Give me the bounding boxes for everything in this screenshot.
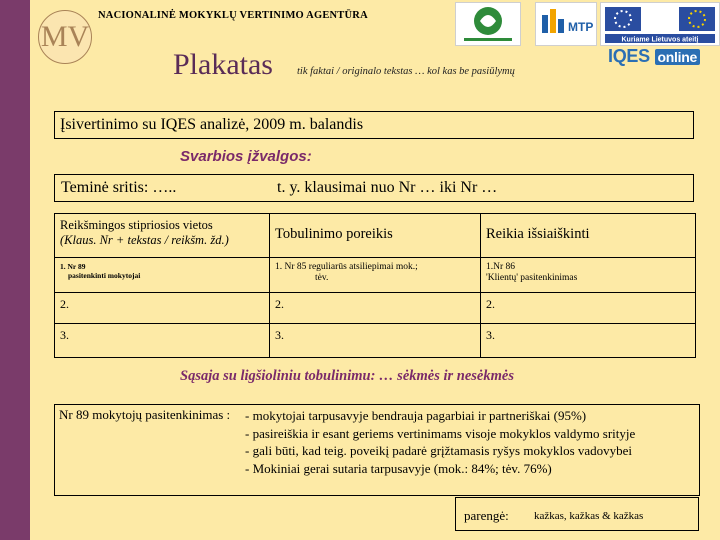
partner-logo-eu <box>600 2 720 46</box>
cell-clarify-3: 3. <box>481 324 696 358</box>
cell-improvement-1-line1: 1. Nr 85 reguliarūs atsiliepimai mok.; <box>275 262 418 272</box>
satisfaction-box <box>54 404 700 496</box>
iqes-brand: IQES <box>608 46 650 66</box>
cell-strength-1-number: 1. Nr 89 <box>60 262 86 271</box>
cell-clarify-1-line1: 1.Nr 86 <box>486 262 516 272</box>
table-row <box>55 293 696 324</box>
cell-strength-1-text: pasitenkinti mokytojai <box>68 271 141 280</box>
theme-label: Teminė sritis: ….. <box>61 179 177 196</box>
table-row <box>55 324 696 358</box>
table-header-row <box>55 214 696 258</box>
evaluation-text: Įsivertinimo su IQES analizė, 2009 m. balandis <box>60 116 364 133</box>
prepared-by-label: parengė: <box>464 508 509 523</box>
partner-logo-mtp <box>535 2 597 46</box>
agency-name: NACIONALINĖ MOKYKLŲ VERTINIMO AGENTŪRA <box>98 10 368 21</box>
cell-strength-2: 2. <box>55 293 270 324</box>
header-clarify: Reikia išsiaiškinti <box>481 214 696 258</box>
iqes-online-label: online <box>655 49 700 65</box>
satisfaction-item: - gali būti, kad teig. poveikį padarė grįžtamasis ryšys mokyklos vadovybei <box>245 443 633 458</box>
cell-strength-3: 3. <box>55 324 270 358</box>
theme-questions: t. y. klausimai nuo Nr … iki Nr … <box>277 179 498 196</box>
header-strengths-note: (Klaus. Nr + tekstas / reikšm. žd.) <box>60 233 229 247</box>
satisfaction-list <box>245 407 635 477</box>
header-strengths <box>55 214 270 258</box>
satisfaction-label: Nr 89 mokytojų pasitenkinimas : <box>59 407 231 422</box>
partner-logo-green <box>455 2 521 46</box>
cell-strength-1 <box>55 258 270 293</box>
mtp-logo-icon <box>536 3 596 45</box>
insights-heading: Svarbios įžvalgos: <box>180 148 312 165</box>
satisfaction-item: - Mokiniai gerai sutaria tarpusavyje (mok.: 84%; tėv. 76%) <box>245 460 552 476</box>
poster-subtitle: tik faktai / originalo tekstas … kol kas be pasiūlymų <box>297 66 515 77</box>
link-heading: Sąsaja su ligšioliniu tobulinimu: … sėkmės ir nesėkmės <box>180 368 514 384</box>
satisfaction-item: - pasireiškia ir esant geriems vertinimams visoje mokyklos valdymo srityje <box>245 425 636 441</box>
cell-improvement-3: 3. <box>270 324 481 358</box>
mtp-logo-text: MTP <box>568 20 594 34</box>
eu-flag-icon <box>601 3 719 45</box>
findings-table <box>54 213 696 358</box>
cell-improvement-1 <box>270 258 481 293</box>
agency-logo <box>38 10 92 64</box>
satisfaction-item: - mokytojai tarpusavyje bendrauja pagarbiai ir partneriškai (95%) <box>245 408 587 423</box>
cell-clarify-1 <box>481 258 696 293</box>
cell-improvement-2: 2. <box>270 293 481 324</box>
prepared-by-box <box>455 497 699 531</box>
header-strengths-title: Reikšmingos stipriosios vietos <box>60 218 213 232</box>
cell-clarify-2: 2. <box>481 293 696 324</box>
header-improvement: Tobulinimo poreikis <box>270 214 481 258</box>
iqes-online-logo <box>608 46 720 68</box>
poster-title: Plakatas <box>173 48 273 81</box>
green-emblem-icon <box>456 3 520 45</box>
agency-logo-monogram: MV <box>40 20 90 53</box>
left-accent-bar <box>0 0 30 540</box>
cell-improvement-1-line2: tėv. <box>315 273 329 283</box>
prepared-by-names: kažkas, kažkas & kažkas <box>534 510 644 522</box>
cell-clarify-1-line2: 'Klientų' pasitenkinimas <box>486 273 578 283</box>
table-row <box>55 258 696 293</box>
theme-box <box>54 174 694 202</box>
evaluation-box <box>54 111 694 139</box>
eu-slogan-text: Kuriame Lietuvos ateitį <box>621 36 699 44</box>
